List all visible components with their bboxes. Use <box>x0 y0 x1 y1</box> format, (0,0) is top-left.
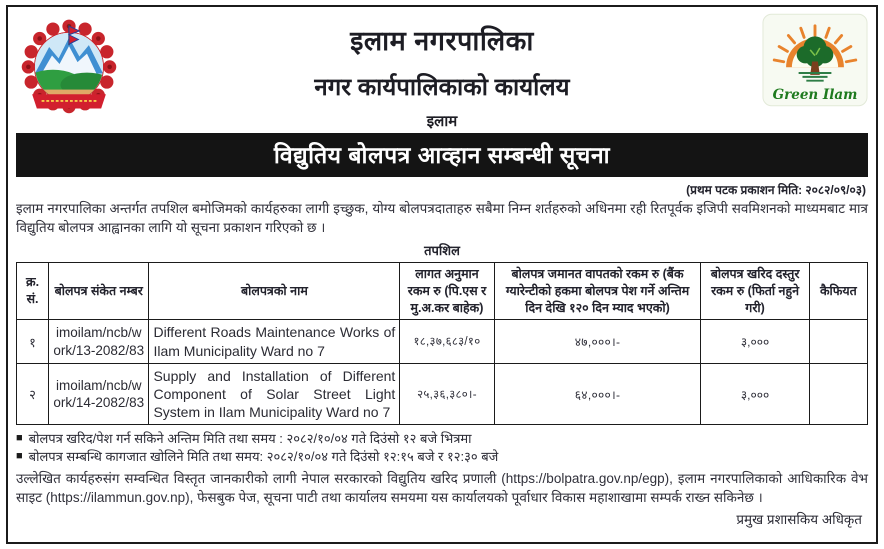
document-header <box>16 13 868 129</box>
row2-name: Supply and Installation of Different Component of Solar Street Light System in Ilam Municipality Ward no 7 <box>149 363 400 425</box>
col-header-code: बोलपत्र संकेत नम्बर <box>49 262 149 320</box>
nepal-emblem-icon <box>16 13 122 117</box>
office-title-block <box>122 13 762 131</box>
row1-code: imoilam/ncb/work/13-2082/83 <box>49 320 149 363</box>
table-row <box>17 363 868 425</box>
table-row <box>17 320 868 363</box>
table-caption: तपशिल <box>424 242 460 258</box>
place-name: इलाम <box>426 113 458 130</box>
row2-sn: २ <box>17 363 49 425</box>
table-header-row <box>17 262 868 320</box>
col-header-sn: क्र. सं. <box>17 262 49 320</box>
row2-fee: ३,००० <box>701 363 809 425</box>
row2-remarks <box>809 363 867 425</box>
row1-sn: १ <box>17 320 49 363</box>
col-header-name: बोलपत्रको नाम <box>149 262 400 320</box>
footer-info-paragraph: उल्लेखित कार्यहरुसंग सम्वन्धित विस्तृत जानकारीको लागी नेपाल सरकारको विद्युतिय खरिद प्रणाली (https://bolpatra.gov.np/egp), इलाम नगरपालिकाको आधिकारिक वेभ साइट (https://ilammun.gov.np), फेसबुक पेज, सूचना पाटी तथा कार्यालय समयमा यस कार्यालयको पूर्वाधार विकास महाशाखामा सम्पर्क राख्न सकिनेछ । <box>16 471 868 506</box>
publication-date: (प्रथम पटक प्रकाशन मिति: २०८२/०९/०३) <box>686 183 866 197</box>
col-header-fee: बोलपत्र खरिद दस्तुर रकम रु (फिर्ता नहुने गरी) <box>701 262 809 320</box>
row1-name: Different Roads Maintenance Works of Ilam Municipality Ward no 7 <box>149 320 400 363</box>
square-bullet-icon: ■ <box>16 432 23 445</box>
document-frame <box>6 5 878 544</box>
green-ilam-icon <box>762 13 868 107</box>
note-text: बोलपत्र सम्बन्धि कागजात खोलिने मिति तथा समय: २०८२/१०/०४ गते दिउंसो १२:१५ बजे र १२:३० बजे <box>28 449 499 465</box>
row1-deposit: ४७,०००।- <box>494 320 701 363</box>
motto-ribbon <box>32 94 106 108</box>
nepal-coat-of-arms-logo <box>16 13 122 122</box>
row2-deposit: ६४,०००।- <box>494 363 701 425</box>
row1-fee: ३,००० <box>701 320 809 363</box>
green-ilam-logo <box>762 13 868 112</box>
office-name: नगर कार्यपालिकाको कार्यालय <box>314 74 570 101</box>
notice-banner-title: विद्युतिय बोलपत्र आव्हान सम्बन्धी सूचना <box>16 133 868 177</box>
tender-table <box>16 262 868 426</box>
col-header-estimate: लागत अनुमान रकम रु (पि.एस र मु.अ.कर बाहेक) <box>400 262 494 320</box>
col-header-deposit: बोलपत्र जमानत वापतको रकम रु (बैंक ग्यारेन्टीको हकमा बोलपत्र पेश गर्ने अन्तिम दिन देखि १२० दिन म्याद भएको) <box>494 262 701 320</box>
signature-title: प्रमुख प्रशासकिय अधिकृत <box>736 511 862 527</box>
note-opening <box>16 448 868 466</box>
green-ilam-wordmark: Green Ilam <box>772 87 858 104</box>
note-deadline <box>16 430 868 448</box>
square-bullet-icon: ■ <box>16 450 23 463</box>
row1-remarks <box>809 320 867 363</box>
note-text: बोलपत्र खरिद/पेश गर्न सकिने अन्तिम मिति तथा समय : २०८२/१०/०४ गते दिउंसो १२ बजे भित्रमा <box>28 431 472 447</box>
intro-paragraph: इलाम नगरपालिका अन्तर्गत तपशिल बमोजिमको कार्यहरुका लागी इच्छुक, योग्य बोलपत्रदाताहरु सबैमा निम्न शर्तहरुको अधिनमा रही रितपूर्वक इजिपी सवमिशनको माध्यमबाट मात्र विद्युतिय बोलपत्र आह्वानका लागि यो सूचना प्रकाशन गरिएको छ । <box>16 201 868 235</box>
row1-estimate: १८,३७,६८३/१० <box>400 320 494 363</box>
municipality-name: इलाम नगरपालिका <box>350 26 534 56</box>
col-header-remarks: कैफियत <box>809 262 867 320</box>
row2-code: imoilam/ncb/work/14-2082/83 <box>49 363 149 425</box>
notes-list <box>16 430 868 466</box>
row2-estimate: २५,३६,३८०।- <box>400 363 494 425</box>
